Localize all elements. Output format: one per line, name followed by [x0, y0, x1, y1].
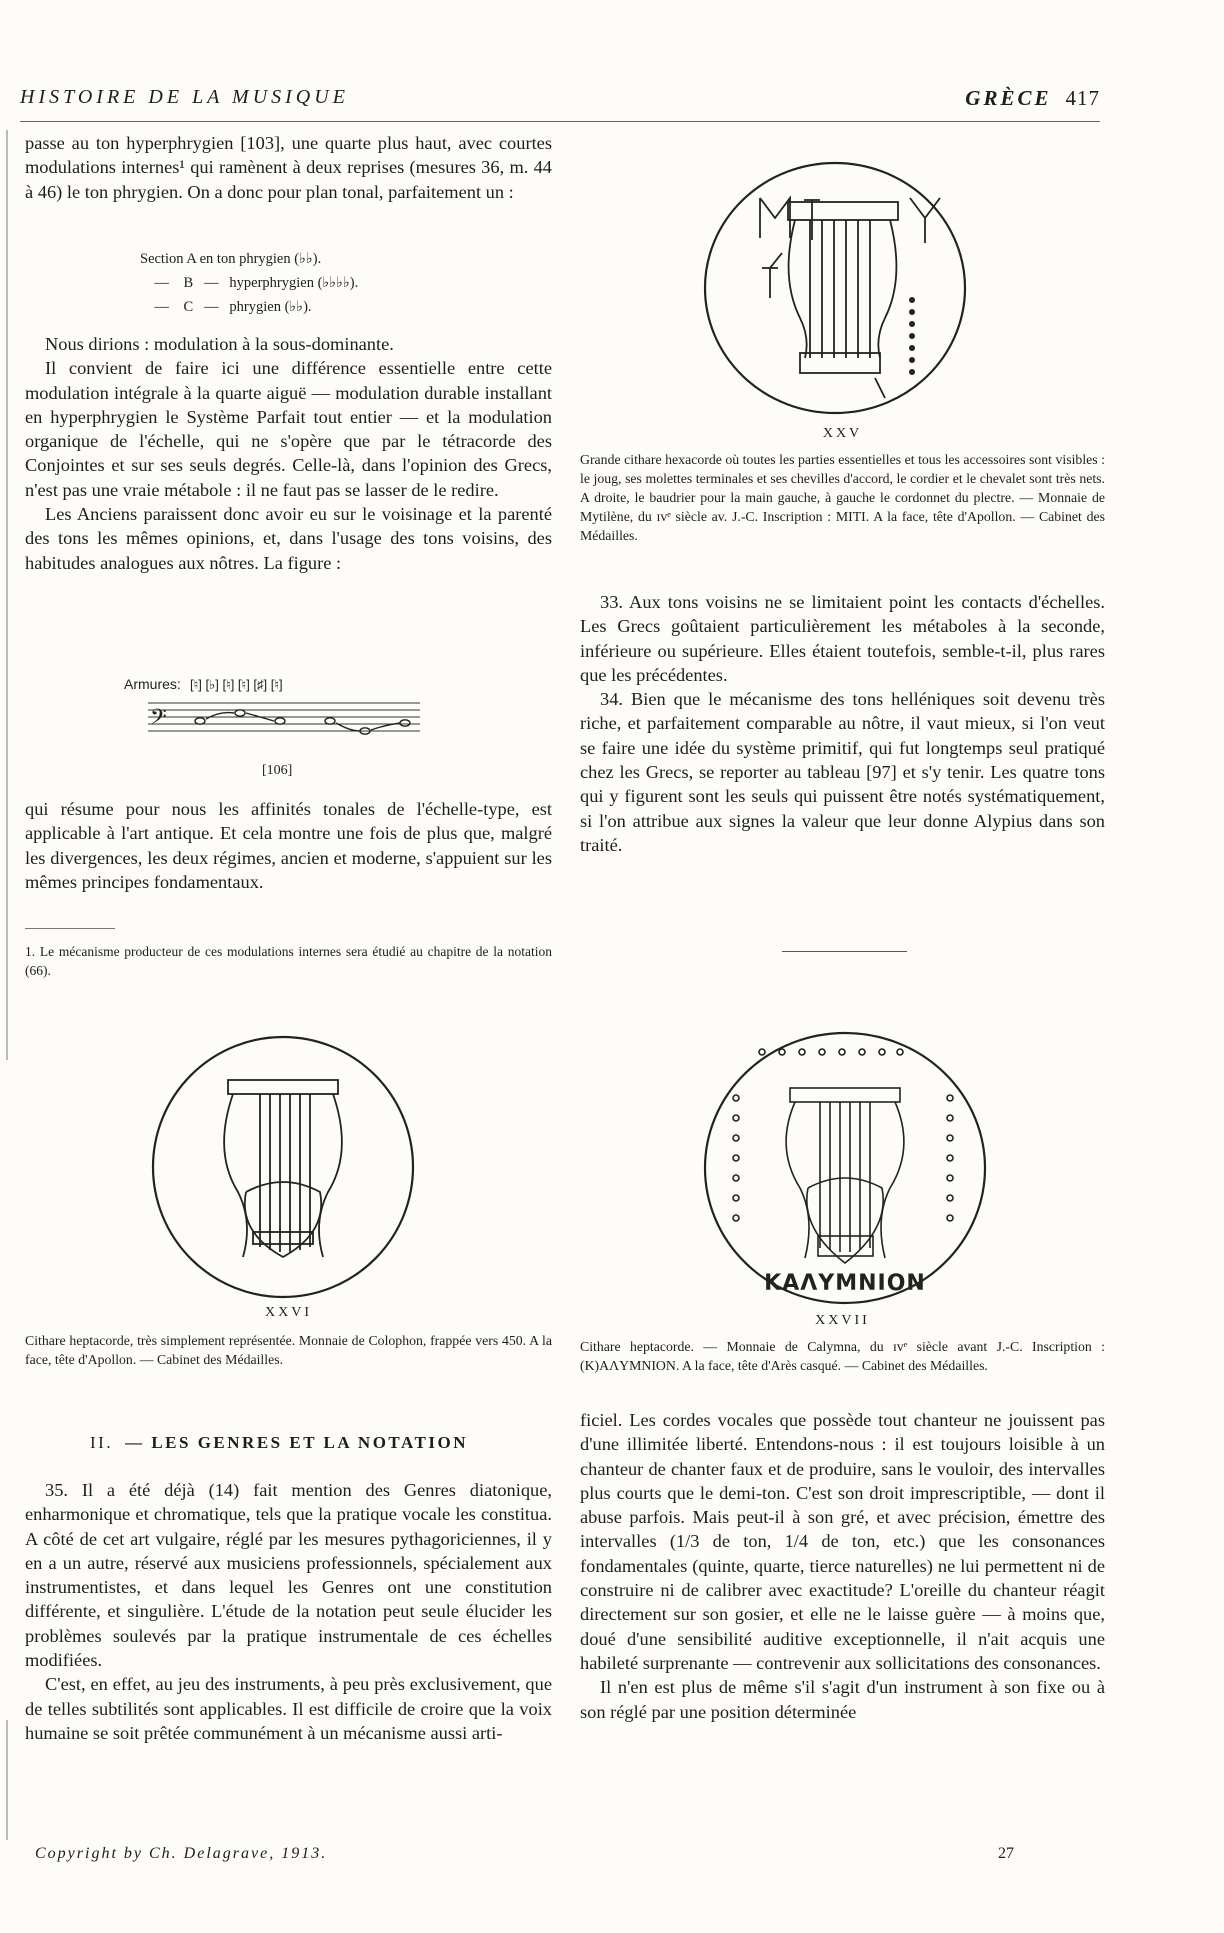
figure-caption: Grande cithare hexacorde où toutes les parties essentielles et tous les accessoires sont visibles : le joug, ses molettes terminales et ses chevilles d'accord, le cordier et le chevalet sont très nets. A droite, le baudrier pour la main gauche, à gauche le cordonnet du plectre. — Monnaie de Mytilène, du ɪᴠᵉ siècle av. J.-C. Inscription : MITI. A la face, tête d'Apollon. — Cabinet des Médailles. [580, 452, 1105, 543]
coin-inscription: ΚΑΛΥΜΝΙΟΝ [764, 1271, 926, 1296]
signature-number: 27 [998, 1845, 1014, 1862]
page-header [20, 86, 1100, 116]
svg-text:𝄢: 𝄢 [150, 705, 167, 734]
running-title: HISTOIRE DE LA MUSIQUE [20, 86, 349, 108]
figure-number: [106] [262, 763, 293, 778]
left-column-top [25, 131, 552, 204]
figure-xxvii [580, 1313, 1105, 1375]
paragraph: C'est, en effet, au jeu des instruments, à peu près exclusivement, que de telles subtilités sont applicables. Il est difficile de croire que la voix humaine se soit prêtée communément à un mécanisme aussi arti- [25, 1674, 552, 1743]
section-number: II. [90, 1433, 114, 1452]
figure-number: XXVI [265, 1305, 312, 1320]
copyright-notice: Copyright by Ch. Delagrave, 1913. [35, 1845, 328, 1862]
paragraph: ficiel. Les cordes vocales que possède tout chanteur ne jouissent pas d'une illimitée liberté. Entendons-nous : il est toujours loisible à un chanteur de chanter faux et de produire, sans le vouloir, des intervalles plus courts que le demi-ton. C'est son droit imprescriptible, — dont il abuse parfois. Mais peut-il à son gré, et avec précision, émettre des intervalles (1/3 de ton, 1/4 de ton, etc.) que les consonances fondamentales (quinte, quarte, tierce naturelles) ne lui permettent ni de construire ni de calibrer avec exactitude? L'oreille du chanteur réagit directement sur son gosier, et elle ne le laisse guère — à moins que, doué d'une sensibilité auditive exceptionnelle, il n'ait acquis une habileté surprenante — contrevenir aux sollicitations des consonances. [580, 1410, 1105, 1673]
left-column-lower [25, 797, 552, 894]
coin-xxv-image [700, 158, 970, 423]
paragraph: Il convient de faire ici une différence essentielle entre cette modulation intégrale à la quarte aiguë — modulation durable installant en hyperphrygien le Système Parfait tout entier — et la modulation organique de l'échelle, qui ne s'opère que par le tétracorde des Conjointes et sur ses seuls degrés. Celle-là, dans l'opinion des Grecs, n'est pas une vraie métabole : il ne faut pas se lasser de le redire. [25, 358, 552, 500]
chapter-title [965, 86, 1100, 111]
paragraph: 33. Aux tons voisins ne se limitaient point les contacts d'échelles. Les Grecs goûtaient particulièrement les métaboles à la seconde, inférieure ou supérieure. Elles étaient toutefois, semble-t-il, plus rares que les précédentes. [580, 592, 1105, 685]
paragraph: 34. Bien que le mécanisme des tons helléniques soit devenu très riche, et parfaitement comparable au nôtre, il vaut mieux, si l'on veut se faire une idée du système primitif, qui fut longtemps seul pratiqué chez les Grecs, se reporter au tableau [97] et s'y tenir. Les quatre tons qui y figurent sont les seuls qui puissent être notés systématiquement, si l'on attribue aux signes la valeur que leur donne Alypius dans son traité. [580, 689, 1105, 855]
tonal-plan-line: — B — hyperphrygien (♭♭♭♭). [140, 275, 359, 291]
left-column-mid [25, 332, 552, 575]
coin-xxvii-image [700, 1028, 990, 1313]
armures-label: Armures: [124, 676, 181, 692]
figure-number: XXV [822, 426, 863, 441]
margin-mark [6, 130, 8, 1060]
paragraph: Il n'en est plus de même s'il s'agit d'un instrument à son fixe ou à son réglé par une position déterminée [580, 1677, 1105, 1722]
figure-caption: Cithare heptacorde, très simplement représentée. Monnaie de Colophon, frappée vers 450. A la face, tête d'Apollon. — Cabinet des Médailles. [25, 1333, 552, 1367]
section-title: — LES GENRES ET LA NOTATION [125, 1433, 468, 1452]
coin-xxvi-image [148, 1032, 418, 1307]
paragraph: passe au ton hyperphrygien [103], une quarte plus haut, avec courtes modulations internes¹ qui ramènent à deux reprises (mesures 36, m. 44 à 46) le ton phrygien. On a donc pour plan tonal, parfaitement un : [25, 133, 552, 202]
figure-xxvi [25, 1305, 552, 1369]
tonal-plan-line: — C — phrygien (♭♭). [140, 299, 312, 315]
footnote-rule [25, 928, 115, 929]
figure-caption: Cithare heptacorde. — Monnaie de Calymna, du ɪᴠᵉ siècle avant J.-C. Inscription : (K)AΛYMNION. A la face, tête d'Arès casqué. — Cabinet des Médailles. [580, 1339, 1105, 1373]
footnote: 1. Le mécanisme producteur de ces modulations internes sera étudié au chapitre de la notation (66). [25, 944, 552, 978]
section-divider [782, 951, 907, 952]
paragraph: 35. Il a été déjà (14) fait mention des Genres diatonique, enharmonique et chromatique, tels que la pratique vocale les constitua. A côté de cet art vulgaire, réglé par les mesures pythagoriciennes, il y en a un autre, réservé aux musiciens professionnels, spécialement aux instrumentistes, et dans lequel les Genres ont une constitution différente, et singulière. L'étude de la notation peut seule élucider les problèmes soulevés par la pratique instrumentale de ces échelles modifiées. [25, 1480, 552, 1671]
page-number: 417 [1065, 86, 1100, 110]
paragraph: qui résume pour nous les affinités tonales de l'échelle-type, est applicable à l'art antique. Et cela montre une fois de plus que, malgré les divergences, les deux régimes, ancien et moderne, s'appuient sur les mêmes principes fondamentaux. [25, 799, 552, 892]
tonal-plan-line: Section A en ton phrygien (♭♭). [140, 251, 322, 267]
music-figure [120, 673, 450, 773]
tonal-plan [140, 247, 520, 319]
figure-number: XXVII [815, 1313, 870, 1328]
left-column-bottom [25, 1478, 552, 1745]
figure-xxv [580, 426, 1105, 545]
chapter-name: GRÈCE [965, 86, 1052, 110]
section-heading [90, 1433, 468, 1453]
margin-mark [6, 1720, 8, 1840]
paragraph: Les Anciens paraissent donc avoir eu sur le voisinage et la parenté des tons les mêmes opinions, et, dans l'usage des tons voisins, des habitudes analogues aux nôtres. La figure : [25, 504, 552, 573]
paragraph: Nous dirions : modulation à la sous-dominante. [45, 334, 394, 354]
svg-text:[♮] [♭] [♮] [♮] [♯]: [♮] [♭] [♮] [♮] [♯] [♮] [190, 677, 283, 692]
right-column-top [580, 590, 1105, 857]
right-column-bottom [580, 1408, 1105, 1724]
header-rule [20, 121, 1100, 122]
